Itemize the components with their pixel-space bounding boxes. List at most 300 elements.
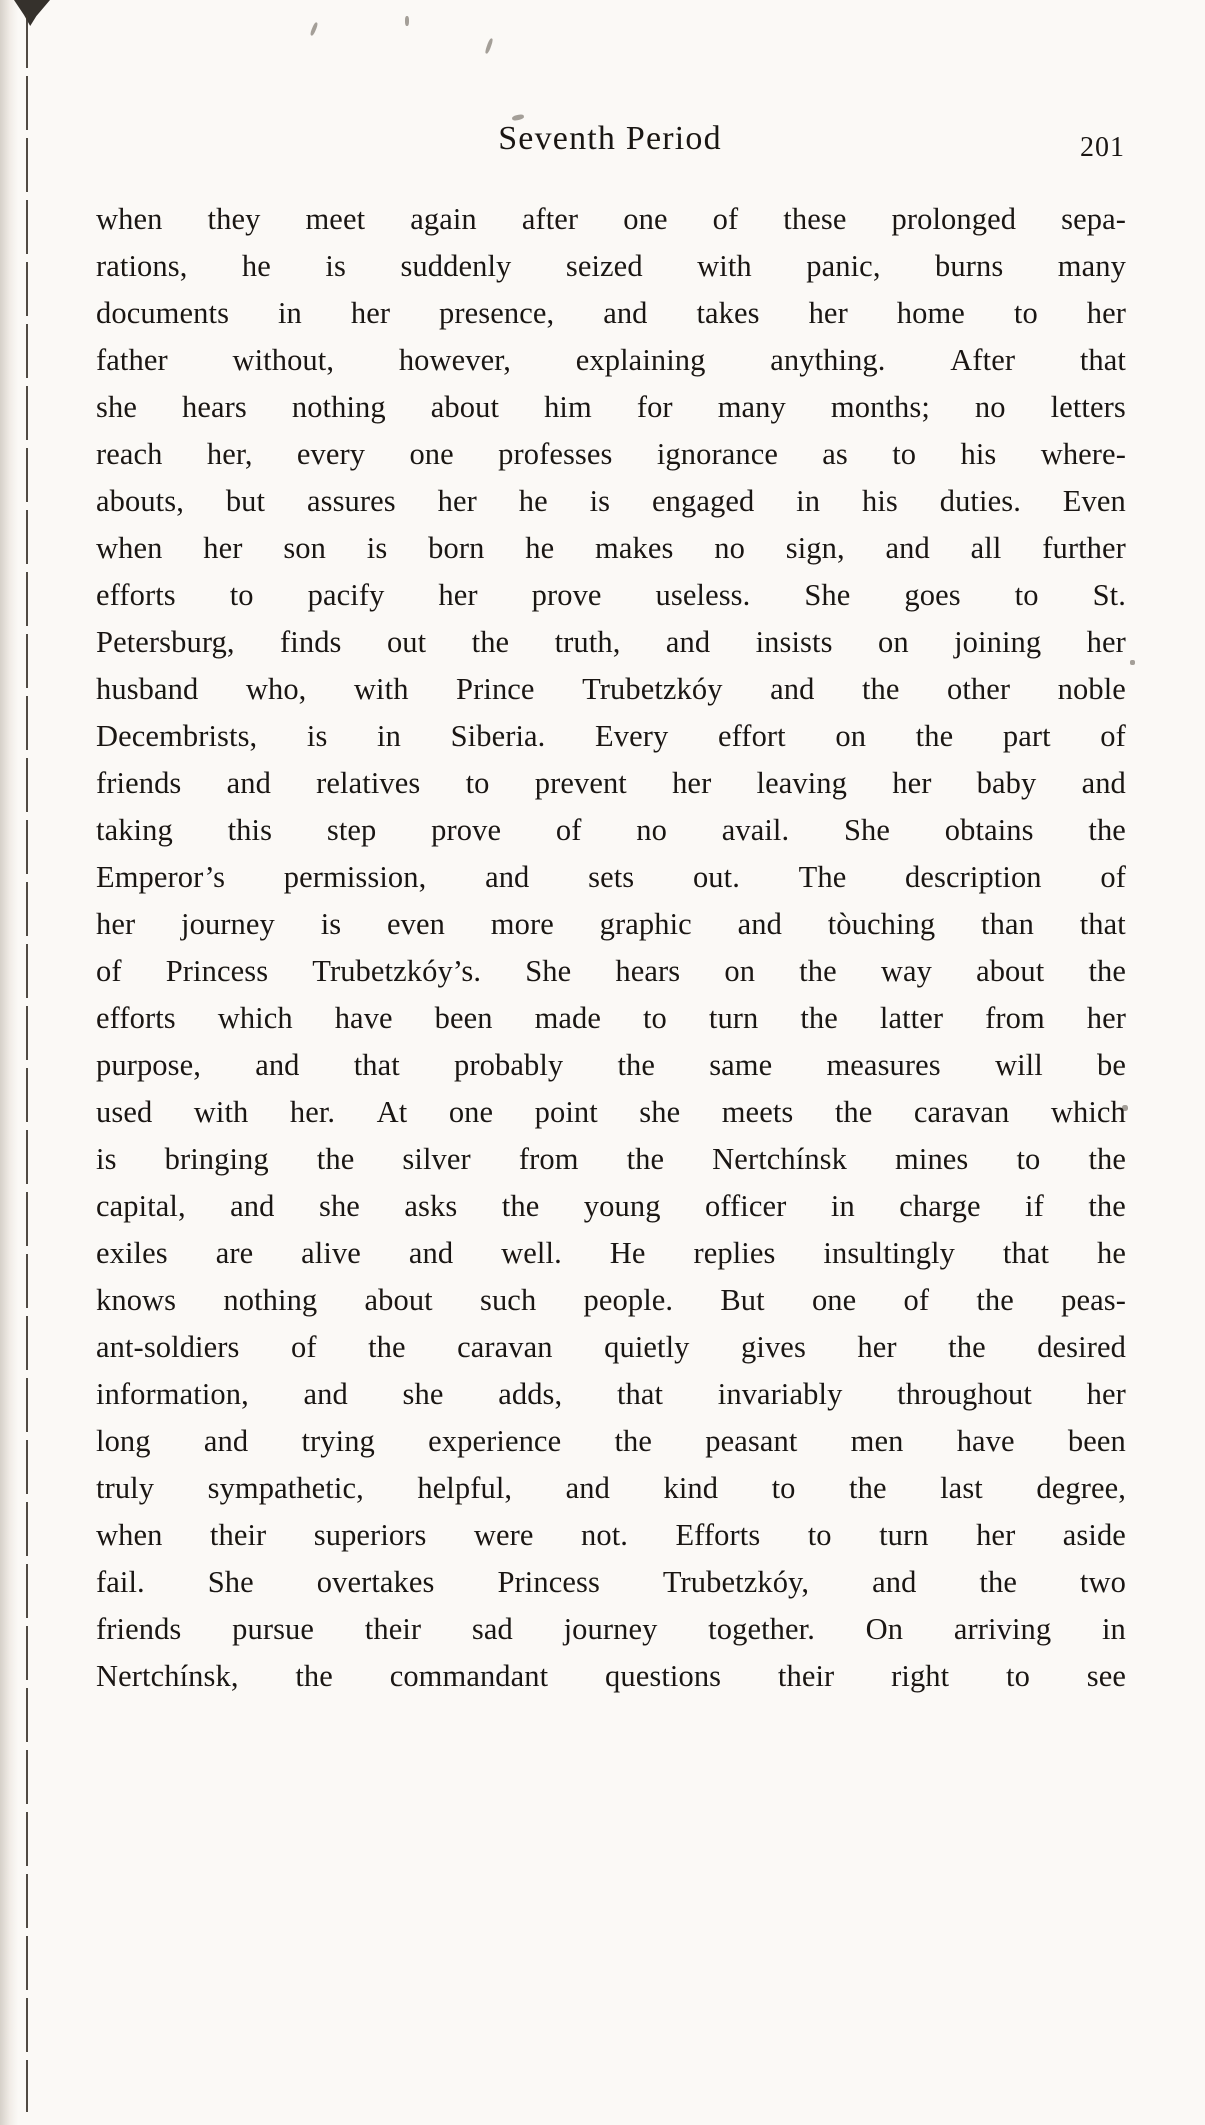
word: and — [230, 1189, 275, 1223]
word: commandant — [389, 1659, 549, 1693]
word: her — [96, 907, 136, 941]
text-line — [96, 525, 1126, 572]
word: and — [226, 766, 271, 800]
word: At — [376, 1095, 408, 1129]
word: Petersburg, — [96, 625, 235, 659]
word: obtains — [944, 813, 1034, 847]
word: he — [1097, 1236, 1126, 1270]
word: Prince — [456, 672, 535, 706]
word: these — [783, 202, 847, 236]
word: and — [770, 672, 815, 706]
word: to — [642, 1001, 667, 1035]
word: hears — [181, 390, 247, 424]
word: sympathetic, — [207, 1471, 364, 1505]
word: prolonged — [891, 202, 1017, 236]
word: capital, — [96, 1189, 186, 1223]
word: exiles — [96, 1236, 168, 1270]
text-line — [96, 1559, 1126, 1606]
word: efforts — [96, 578, 176, 612]
word: her — [1086, 1377, 1126, 1411]
word: and — [603, 296, 648, 330]
word: effort — [717, 719, 786, 753]
word: about — [430, 390, 500, 424]
text-line — [96, 901, 1126, 948]
word: she — [318, 1189, 360, 1223]
word: nothing — [291, 390, 386, 424]
word: is — [320, 907, 342, 941]
word: desired — [1037, 1330, 1126, 1364]
word: after — [521, 202, 579, 236]
word: their — [777, 1659, 835, 1693]
word: of — [1100, 719, 1126, 753]
running-head — [95, 120, 1125, 176]
word: caravan — [457, 1330, 553, 1364]
word: Siberia. — [450, 719, 546, 753]
word: adds, — [498, 1377, 563, 1411]
word: the — [861, 672, 900, 706]
word: right — [891, 1659, 950, 1693]
word: taking — [96, 813, 173, 847]
word: the — [915, 719, 954, 753]
word: avail. — [721, 813, 790, 847]
word: the — [626, 1142, 665, 1176]
word: young — [583, 1189, 661, 1223]
word: with — [697, 249, 752, 283]
word: in — [1101, 1612, 1126, 1646]
word: journey — [181, 907, 275, 941]
word: Decembrists, — [96, 719, 258, 753]
word: he — [525, 531, 555, 565]
word: their — [364, 1612, 422, 1646]
word: superiors — [313, 1518, 427, 1552]
text-line — [96, 807, 1126, 854]
word: baby — [976, 766, 1037, 800]
word: sign, — [785, 531, 845, 565]
word: of — [290, 1330, 317, 1364]
text-line — [96, 1089, 1126, 1136]
word: panic, — [806, 249, 881, 283]
text-line — [96, 572, 1126, 619]
word: on — [724, 954, 756, 988]
word: her, — [206, 437, 253, 471]
word: together. — [708, 1612, 815, 1646]
word: used — [96, 1095, 153, 1129]
word: ant-soldiers — [96, 1330, 240, 1364]
word: of — [555, 813, 582, 847]
word: He — [609, 1236, 646, 1270]
word: abouts, — [96, 484, 184, 518]
word: will — [994, 1048, 1043, 1082]
word: if — [1025, 1189, 1044, 1223]
word: St. — [1092, 578, 1126, 612]
word: of — [1100, 860, 1126, 894]
word: documents — [96, 296, 230, 330]
word: point — [534, 1095, 598, 1129]
word: is — [589, 484, 611, 518]
word: suddenly — [400, 249, 512, 283]
word: knows — [96, 1283, 177, 1317]
word: where- — [1040, 437, 1126, 471]
word: questions — [605, 1659, 722, 1693]
body-text — [96, 196, 1126, 1700]
word: goes — [904, 578, 961, 612]
word: is — [366, 531, 388, 565]
word: in — [830, 1189, 855, 1223]
word: to — [771, 1471, 796, 1505]
word: however, — [398, 343, 512, 377]
word: the — [471, 625, 510, 659]
word: She — [525, 954, 572, 988]
word: part — [1002, 719, 1051, 753]
text-line — [96, 1183, 1126, 1230]
text-line — [96, 1277, 1126, 1324]
word: such — [479, 1283, 537, 1317]
word: she — [96, 390, 137, 424]
word: with — [193, 1095, 249, 1129]
word: alive — [301, 1236, 361, 1270]
word: to — [229, 578, 254, 612]
word: She — [804, 578, 851, 612]
word: were — [473, 1518, 534, 1552]
scan-speck — [484, 38, 493, 54]
word: her — [350, 296, 391, 330]
word: to — [1014, 578, 1039, 612]
word: bringing — [164, 1142, 269, 1176]
word: She — [207, 1565, 254, 1599]
word: to — [1016, 1142, 1041, 1176]
word: that — [1079, 343, 1126, 377]
word: her — [892, 766, 932, 800]
word: the — [834, 1095, 873, 1129]
word: anything. — [770, 343, 886, 377]
word: for — [636, 390, 673, 424]
word: seized — [565, 249, 643, 283]
word: On — [865, 1612, 904, 1646]
word: more — [490, 907, 554, 941]
page-number: 201 — [1080, 132, 1125, 163]
text-line — [96, 1324, 1126, 1371]
word: him — [544, 390, 592, 424]
word: asks — [404, 1189, 458, 1223]
word: have — [956, 1424, 1015, 1458]
word: in — [277, 296, 302, 330]
scan-speck — [310, 22, 319, 36]
word: father — [96, 343, 168, 377]
text-line — [96, 290, 1126, 337]
word: charge — [899, 1189, 981, 1223]
word: graphic — [599, 907, 692, 941]
word: joining — [954, 625, 1042, 659]
word: her — [976, 1518, 1016, 1552]
word: he — [518, 484, 548, 518]
word: the — [979, 1565, 1017, 1599]
word: that — [1079, 907, 1126, 941]
word: of — [903, 1283, 930, 1317]
word: his — [960, 437, 997, 471]
word: duties. — [939, 484, 1021, 518]
word: tòuching — [827, 907, 936, 941]
word: and — [485, 860, 530, 894]
word: one — [409, 437, 454, 471]
word: born — [428, 531, 485, 565]
word: long — [96, 1424, 151, 1458]
word: mines — [895, 1142, 969, 1176]
word: truly — [96, 1471, 155, 1505]
word: his — [861, 484, 898, 518]
scan-speck — [1130, 660, 1135, 665]
word: men — [850, 1424, 904, 1458]
word: the — [799, 954, 837, 988]
word: takes — [696, 296, 760, 330]
word: ignorance — [656, 437, 778, 471]
word: to — [807, 1518, 832, 1552]
word: makes — [595, 531, 674, 565]
word: pursue — [232, 1612, 315, 1646]
word: replies — [693, 1236, 776, 1270]
word: fail. — [96, 1565, 145, 1599]
text-line — [96, 1653, 1126, 1700]
word: the — [800, 1001, 838, 1035]
word: finds — [280, 625, 342, 659]
word: step — [326, 813, 377, 847]
word: been — [1067, 1424, 1126, 1458]
word: noble — [1057, 672, 1126, 706]
word: is — [96, 1142, 117, 1176]
word: Nertchínsk — [712, 1142, 847, 1176]
word: two — [1079, 1565, 1126, 1599]
word: and — [303, 1377, 348, 1411]
word: about — [364, 1283, 433, 1317]
word: and — [1081, 766, 1126, 800]
word: turn — [708, 1001, 759, 1035]
word: son — [283, 531, 326, 565]
word: to — [1013, 296, 1038, 330]
word: of — [96, 954, 122, 988]
word: out. — [692, 860, 740, 894]
word: friends — [96, 1612, 182, 1646]
word: overtakes — [316, 1565, 435, 1599]
word: her — [1086, 296, 1126, 330]
word: efforts — [96, 1001, 176, 1035]
word: leaving — [756, 766, 848, 800]
word: that — [353, 1048, 400, 1082]
word: useless. — [655, 578, 751, 612]
word: husband — [96, 672, 199, 706]
word: made — [534, 1001, 602, 1035]
word: Emperor’s — [96, 860, 226, 894]
word: her — [203, 531, 243, 565]
word: insultingly — [823, 1236, 955, 1270]
word: but — [225, 484, 266, 518]
word: peasant — [705, 1424, 798, 1458]
word: her — [857, 1330, 897, 1364]
word: prevent — [534, 766, 627, 800]
word: caravan — [913, 1095, 1010, 1129]
word: But — [720, 1283, 765, 1317]
word: burns — [935, 249, 1004, 283]
word: not. — [581, 1518, 629, 1552]
word: Nertchínsk, — [96, 1659, 239, 1693]
word: is — [306, 719, 328, 753]
word: The — [798, 860, 847, 894]
word: invariably — [717, 1377, 843, 1411]
word: to — [892, 437, 917, 471]
word: without, — [232, 343, 335, 377]
word: when — [96, 202, 163, 236]
text-line — [96, 196, 1126, 243]
scan-speck — [405, 16, 409, 26]
word: her — [808, 296, 848, 330]
word: the — [849, 1471, 887, 1505]
word: see — [1086, 1659, 1126, 1693]
word: degree, — [1036, 1471, 1126, 1505]
word: is — [325, 249, 346, 283]
word: quietly — [604, 1330, 690, 1364]
text-line — [96, 854, 1126, 901]
text-line — [96, 1512, 1126, 1559]
text-line — [96, 1371, 1126, 1418]
word: and — [565, 1471, 610, 1505]
word: all — [970, 531, 1002, 565]
text-line — [96, 948, 1126, 995]
word: which — [217, 1001, 293, 1035]
word: one — [811, 1283, 857, 1317]
word: way — [880, 954, 932, 988]
word: her. — [289, 1095, 336, 1129]
word: description — [905, 860, 1042, 894]
word: when — [96, 1518, 163, 1552]
text-line — [96, 431, 1126, 478]
text-line — [96, 760, 1126, 807]
word: her — [438, 578, 478, 612]
word: the — [1088, 813, 1126, 847]
word: Every — [595, 719, 669, 753]
word: from — [985, 1001, 1045, 1035]
word: the — [976, 1283, 1014, 1317]
word: in — [377, 719, 401, 753]
word: assures — [306, 484, 396, 518]
text-line — [96, 1418, 1126, 1465]
word: and — [408, 1236, 454, 1270]
text-line — [96, 1230, 1126, 1277]
text-line — [96, 1465, 1126, 1512]
word: she — [639, 1095, 681, 1129]
word: Princess — [165, 954, 269, 988]
word: She — [843, 813, 891, 847]
word: as — [822, 437, 848, 471]
word: her — [437, 484, 477, 518]
word: they — [207, 202, 261, 236]
word: Trubetzkóy’s. — [312, 954, 482, 988]
word: again — [410, 202, 477, 236]
word: professes — [498, 437, 613, 471]
text-line — [96, 713, 1126, 760]
word: rations, — [96, 249, 188, 283]
word: many — [717, 390, 786, 424]
word: permission, — [283, 860, 427, 894]
word: and — [885, 531, 930, 565]
word: have — [334, 1001, 393, 1035]
word: engaged — [652, 484, 755, 518]
word: turn — [879, 1518, 929, 1552]
word: peas- — [1061, 1283, 1126, 1317]
word: her — [1086, 625, 1126, 659]
word: are — [215, 1236, 254, 1270]
word: from — [518, 1142, 579, 1176]
word: Even — [1062, 484, 1126, 518]
word: kind — [663, 1471, 719, 1505]
word: purpose, — [96, 1048, 201, 1082]
word: latter — [879, 1001, 944, 1035]
word: the — [617, 1048, 656, 1082]
word: the — [1088, 1142, 1126, 1176]
word: information, — [96, 1377, 249, 1411]
word: the — [316, 1142, 355, 1176]
word: other — [947, 672, 1011, 706]
word: helpful, — [417, 1471, 513, 1505]
gutter-shadow — [0, 0, 18, 2125]
word: silver — [402, 1142, 471, 1176]
word: meets — [721, 1095, 794, 1129]
word: to — [1006, 1659, 1030, 1693]
word: the — [368, 1330, 406, 1364]
word: that — [1002, 1236, 1050, 1270]
word: the — [501, 1189, 540, 1223]
word: this — [227, 813, 273, 847]
word: of — [712, 202, 739, 236]
text-line — [96, 666, 1126, 713]
text-line — [96, 384, 1126, 431]
word: insists — [755, 625, 833, 659]
word: Trubetzkóy — [582, 672, 723, 706]
word: prove — [431, 813, 502, 847]
word: the — [295, 1659, 333, 1693]
word: in — [796, 484, 821, 518]
word: one — [448, 1095, 494, 1129]
text-line — [96, 478, 1126, 525]
word: her — [672, 766, 712, 800]
word: their — [209, 1518, 267, 1552]
word: and — [665, 625, 711, 659]
word: no — [714, 531, 745, 565]
word: same — [709, 1048, 773, 1082]
word: letters — [1050, 390, 1126, 424]
word: meet — [305, 202, 366, 236]
word: many — [1057, 249, 1126, 283]
word: on — [835, 719, 867, 753]
word: the — [1088, 1189, 1126, 1223]
word: which — [1050, 1095, 1126, 1129]
word: pacify — [307, 578, 385, 612]
text-line — [96, 243, 1126, 290]
word: journey — [563, 1612, 658, 1646]
word: measures — [826, 1048, 941, 1082]
word: Efforts — [675, 1518, 761, 1552]
word: well. — [501, 1236, 562, 1270]
word: and — [255, 1048, 300, 1082]
word: relatives — [316, 766, 421, 800]
text-line — [96, 337, 1126, 384]
word: he — [241, 249, 271, 283]
word: home — [896, 296, 965, 330]
word: sad — [471, 1612, 513, 1646]
word: the — [1088, 954, 1126, 988]
word: nothing — [223, 1283, 318, 1317]
word: gives — [741, 1330, 806, 1364]
word: the — [614, 1424, 653, 1458]
word: and — [203, 1424, 249, 1458]
word: sets — [588, 860, 635, 894]
